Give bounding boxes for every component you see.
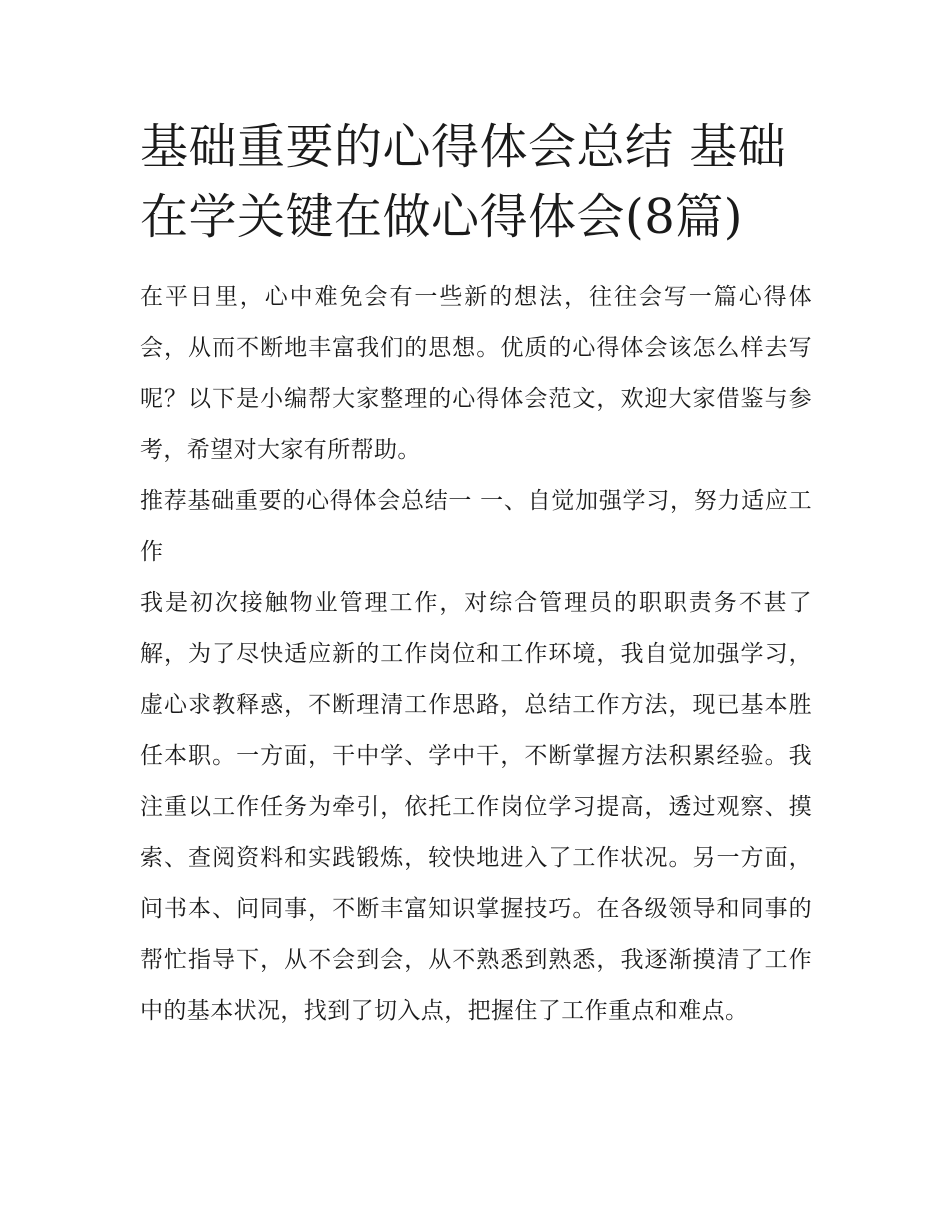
section-heading-paragraph: 推荐基础重要的心得体会总结一 一、自觉加强学习，努力适应工作 [140, 488, 812, 565]
document-page [140, 112, 812, 1037]
document-title: 基础重要的心得体会总结 基础在学关键在做心得体会(8篇) [140, 119, 787, 245]
document-body [140, 272, 812, 1037]
body-paragraph: 我是初次接触物业管理工作，对综合管理员的职职责务不甚了解，为了尽快适应新的工作岗位和工作环境，我自觉加强学习，虚心求教释惑，不断理清工作思路，总结工作方法，现已基本胜任本职。一方面，干中学、学中干，不断掌握方法积累经验。我注重以工作任务为牵引，依托工作岗位学习提高，透过观察、摸索、查阅资料和实践锻炼，较快地进入了工作状况。另一方面，问书本、问同事，不断丰富知识掌握技巧。在各级领导和同事的帮忙指导下，从不会到会，从不熟悉到熟悉，我逐渐摸清了工作中的基本状况，找到了切入点，把握住了工作重点和难点。 [140, 590, 812, 1024]
intro-paragraph: 在平日里，心中难免会有一些新的想法，往往会写一篇心得体会，从而不断地丰富我们的思想。优质的心得体会该怎么样去写呢？以下是小编帮大家整理的心得体会范文，欢迎大家借鉴与参考，希望对大家有所帮助。 [140, 284, 812, 463]
